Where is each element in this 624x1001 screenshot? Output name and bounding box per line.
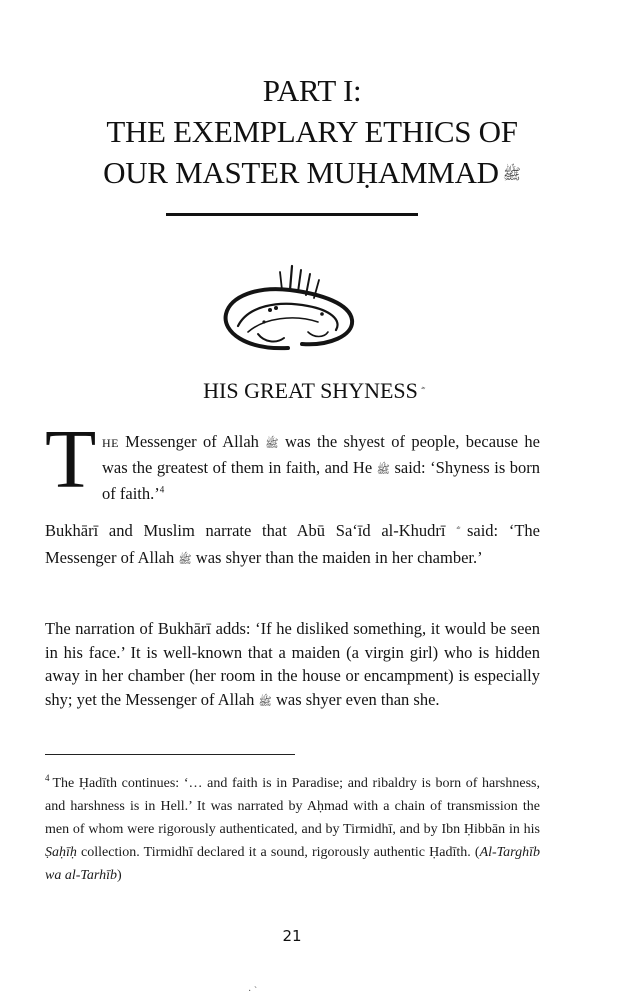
footnote-sahih: Ṣaḥīḥ <box>45 845 77 860</box>
bismillah-calligraphy-icon <box>218 262 358 358</box>
salawat-honorific-icon: ﷺ <box>376 464 390 476</box>
paragraph-1-smallcaps: HE <box>102 436 119 450</box>
part-title-line-2: THE EXEMPLARY ETHICS OF <box>106 114 518 149</box>
footnote-reference[interactable]: 4 <box>159 484 165 495</box>
paragraph-2-text-b: said: ‘The Messenger of Allah <box>45 521 540 567</box>
footnote-text-c: ) <box>116 868 122 883</box>
page-number: 21 <box>282 927 302 945</box>
paragraph-2-text-c: was shyer than the maiden in her chamber.’ <box>191 547 483 567</box>
footnote-text-b: collection. Tirmidhī declared it a sound, rigorously authentic Ḥadīth. ( <box>76 845 480 860</box>
paragraph-2-text-a: Bukhārī and Muslim narrate that Abū Sa‘īd al-Khudrī <box>45 521 457 540</box>
paragraph-1-text-a: Messenger of Allah <box>118 432 266 451</box>
footnote-number: 4 <box>45 773 50 784</box>
footnote <box>45 772 540 887</box>
footnote-source: Al-Targhīb wa al-Tarhīb <box>45 845 540 883</box>
drop-cap: T <box>45 413 97 506</box>
paragraph-1-text-b: was the shyest of people, because he was the greatest of them in faith, and He <box>102 432 540 477</box>
salawat-honorific-icon: ﷺ <box>265 438 279 450</box>
paragraph-3 <box>45 617 540 714</box>
paragraph-3-text-a: The narration of Bukhārī adds: ‘If he disliked something, it would be seen in his face.’ It is well-known that a maiden (a virgin girl) who is hidden away in her chamber (her room in the house or encampment) is especially shy; yet the Messenger of Allah <box>45 619 540 709</box>
section-heading <box>40 377 584 407</box>
paragraph-1-text-c: said: ‘Shyness is born of faith.’ <box>102 458 540 503</box>
part-title <box>40 70 584 196</box>
salawat-honorific-icon: ﷺ <box>502 167 521 184</box>
paragraph-3-text-b: was shyer even than she. <box>271 689 440 709</box>
title-divider <box>166 213 418 216</box>
footnote-text-a: The Ḥadīth continues: ‘… and faith is in Paradise; and ribaldry is born of harshness, and harshness is in Hell.’ It was narrated by Aḥmad with a chain of transmission the men of whom were rigorously authenticated, and by Tirmidhī, and by Ibn Ḥibbān in his <box>45 776 540 837</box>
part-title-line-3 <box>40 152 584 196</box>
section-heading-text: HIS GREAT SHYNESS <box>203 378 418 403</box>
footnote-divider <box>45 754 295 755</box>
paragraph-1 <box>102 430 540 505</box>
part-title-line-3-text: OUR MASTER MUḤAMMAD <box>103 155 499 190</box>
scan-mark: · ˋ <box>248 986 258 997</box>
salawat-honorific-icon: ﷺ <box>178 553 192 566</box>
paragraph-2 <box>45 519 540 572</box>
salawat-honorific-icon: ﷺ <box>258 695 272 708</box>
part-title-line-1: PART I: <box>262 73 362 108</box>
